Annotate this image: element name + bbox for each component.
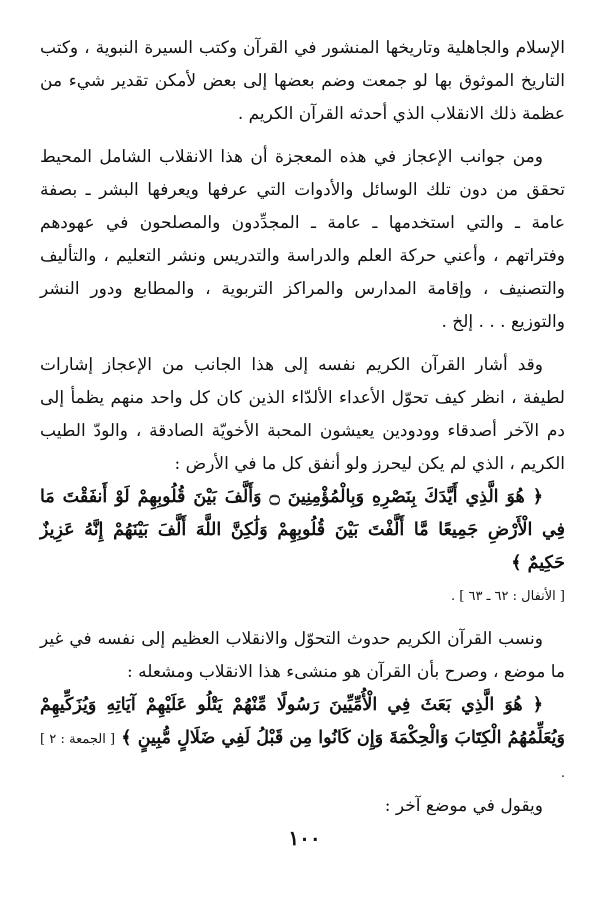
quran-verse-jumuah bbox=[40, 689, 565, 790]
verse-text: ﴿ هُوَ الَّذِي أَيَّدَكَ بِنَصْرِهِ وَبِالْمُؤْمِنِينَ ۝ وَأَلَّفَ بَيْنَ قُلُوبِهِمْ لَوْ أَنفَقْتَ مَا فِي الْأَرْضِ جَمِيعًا مَّا أَلَّفْتَ بَيْنَ قُلُوبِهِمْ وَلَٰكِنَّ اللَّهَ أَلَّفَ بَيْنَهُمْ إِنَّهُ عَزِيزٌ حَكِيمٌ ﴾ bbox=[40, 487, 565, 573]
quran-verse-anfal bbox=[40, 481, 565, 580]
verse-text: ﴿ هُوَ الَّذِي بَعَثَ فِي الْأُمِّيِّينَ رَسُولًا مِّنْهُمْ يَتْلُو عَلَيْهِمْ آيَاتِهِ وَيُزَكِّيهِمْ وَيُعَلِّمُهُمُ الْكِتَابَ وَالْحِكْمَةَ وَإِن كَانُوا مِن قَبْلُ لَفِي ضَلَالٍ مُّبِينٍ ﴾ bbox=[40, 695, 565, 748]
paragraph-another-place: ويقول في موضع آخر : bbox=[384, 796, 543, 816]
verse-reference-jumuah: [ الجمعة : ٢ ] . bbox=[40, 732, 565, 781]
paragraph-transformation: ونسب القرآن الكريم حدوث التحوّل والانقلاب العظيم إلى نفسه في غير ما موضع ، وصرح بأن القرآن هو منشىء هذا الانقلاب ومشعله : bbox=[40, 629, 565, 682]
paragraph-quran-indication: وقد أشار القرآن الكريم نفسه إلى هذا الجانب من الإعجاز إشارات لطيفة ، انظر كيف تحوّل الأعداء الألدّاء الذين كان كل واحد منهم يظمأ إلى دم الآخر أصدقاء وودودين يعيشون المحبة الأخويّة الصادقة ، والودّ الطيب الكريم ، الذي لم يكن ليحرز ولو أنفق كل ما في الأرض : bbox=[40, 355, 565, 474]
paragraph-continuation: الإسلام والجاهلية وتاريخها المنشور في القرآن وكتب السيرة النبوية ، وكتب التاريخ الموثوق بها لو جمعت وضم بعضها إلى بعض لأمكن تقدير شيء من عظمة ذلك الانقلاب الذي أحدثه القرآن الكريم . bbox=[40, 38, 565, 124]
page-number: ١٠٠ bbox=[288, 826, 321, 850]
verse-reference-anfal: [ الأنفال : ٦٢ ـ ٦٣ ] . bbox=[451, 589, 565, 604]
paragraph-miracle-aspect: ومن جوانب الإعجاز في هذه المعجزة أن هذا الانقلاب الشامل المحيط تحقق من دون تلك الوسائل والأدوات التي عرفها ويعرفها البشر ـ بصفة عامة ـ والتي استخدمها ـ عامة ـ المجدِّدون والمصلحون في عهودهم وفتراتهم ، وأعني حركة العلم والدراسة والتدريس ونشر التعليم ، والتأليف والتصنيف ، وإقامة المدارس والمراكز التربوية ، والمطابع ودور النشر والتوزيع . . . إلخ . bbox=[40, 147, 565, 332]
